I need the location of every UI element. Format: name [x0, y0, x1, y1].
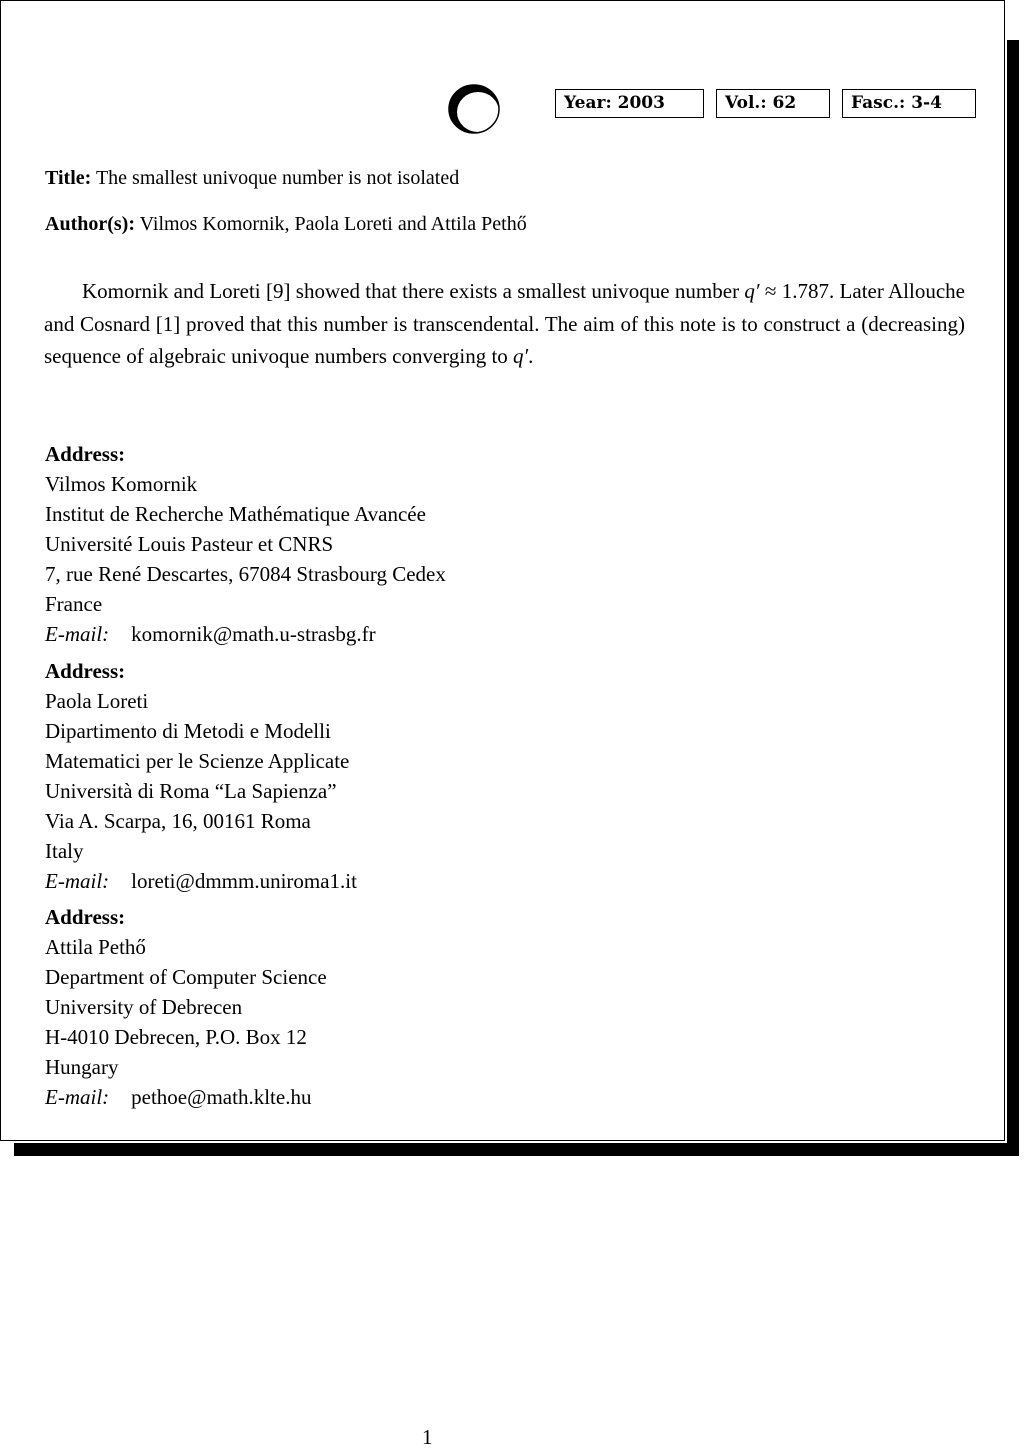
- q-prime-symbol: q′: [513, 344, 529, 368]
- address-line: Hungary: [45, 1055, 119, 1079]
- abstract-paragraph: [44, 275, 965, 373]
- email-address: komornik@math.u-strasbg.fr: [131, 622, 376, 646]
- email-label: E-mail:: [45, 622, 110, 646]
- fascicle-badge: Fasc.: 3-4: [842, 89, 976, 118]
- title-row: [45, 167, 459, 190]
- address-line: University of Debrecen: [45, 995, 243, 1019]
- email-label: E-mail:: [45, 1085, 110, 1109]
- address-line: Vilmos Komornik: [45, 472, 198, 496]
- volume-badge: Vol.: 62: [716, 89, 830, 118]
- address-line: H-4010 Debrecen, P.O. Box 12: [45, 1025, 307, 1049]
- crescent-circle-logo-icon: [447, 83, 503, 135]
- address-line: Università di Roma “La Sapienza”: [45, 779, 337, 803]
- address-line: Attila Pethő: [45, 935, 146, 959]
- address-heading: Address:: [45, 659, 126, 683]
- abstract-text-2: ≈ 1.787. Later Allouche and Cosnard [1] proved that this number is transcendental. The aim of this note is to construct a (decreasing) sequence of algebraic univoque numbers converging to: [44, 279, 965, 368]
- address-heading: Address:: [45, 442, 126, 466]
- authors-label: Author(s):: [45, 213, 135, 235]
- year-badge: Year: 2003: [555, 89, 704, 118]
- address-block-komornik: [45, 439, 446, 649]
- address-line: France: [45, 592, 103, 616]
- address-line: 7, rue René Descartes, 67084 Strasbourg Cedex: [45, 562, 446, 586]
- address-line: Paola Loreti: [45, 689, 149, 713]
- address-line: Matematici per le Scienze Applicate: [45, 749, 350, 773]
- abstract-text-3: .: [528, 344, 534, 368]
- address-line: Université Louis Pasteur et CNRS: [45, 532, 334, 556]
- frame-shadow-right: [1007, 40, 1019, 1156]
- frame-shadow-bottom: [14, 1143, 1019, 1156]
- email-address: loreti@dmmm.uniroma1.it: [131, 869, 357, 893]
- q-prime-symbol: q′: [744, 279, 760, 303]
- page-number: 1: [422, 1425, 433, 1449]
- email-row: [45, 866, 357, 896]
- authors-row: [45, 213, 527, 236]
- address-line: Department of Computer Science: [45, 965, 327, 989]
- paper-authors: Vilmos Komornik, Paola Loreti and Attila Pethő: [139, 213, 527, 235]
- email-address: pethoe@math.klte.hu: [131, 1085, 312, 1109]
- address-line: Via A. Scarpa, 16, 00161 Roma: [45, 809, 311, 833]
- address-line: Italy: [45, 839, 84, 863]
- email-row: [45, 619, 446, 649]
- address-heading: Address:: [45, 905, 126, 929]
- address-block-loreti: [45, 656, 357, 896]
- address-block-petho: [45, 902, 327, 1112]
- email-row: [45, 1082, 327, 1112]
- paper-title: The smallest univoque number is not isolated: [95, 167, 460, 189]
- email-label: E-mail:: [45, 869, 110, 893]
- title-label: Title:: [45, 167, 92, 189]
- abstract-text-1: Komornik and Loreti [9] showed that there exists a smallest univoque number: [82, 279, 745, 303]
- address-line: Dipartimento di Metodi e Modelli: [45, 719, 331, 743]
- address-line: Institut de Recherche Mathématique Avancée: [45, 502, 426, 526]
